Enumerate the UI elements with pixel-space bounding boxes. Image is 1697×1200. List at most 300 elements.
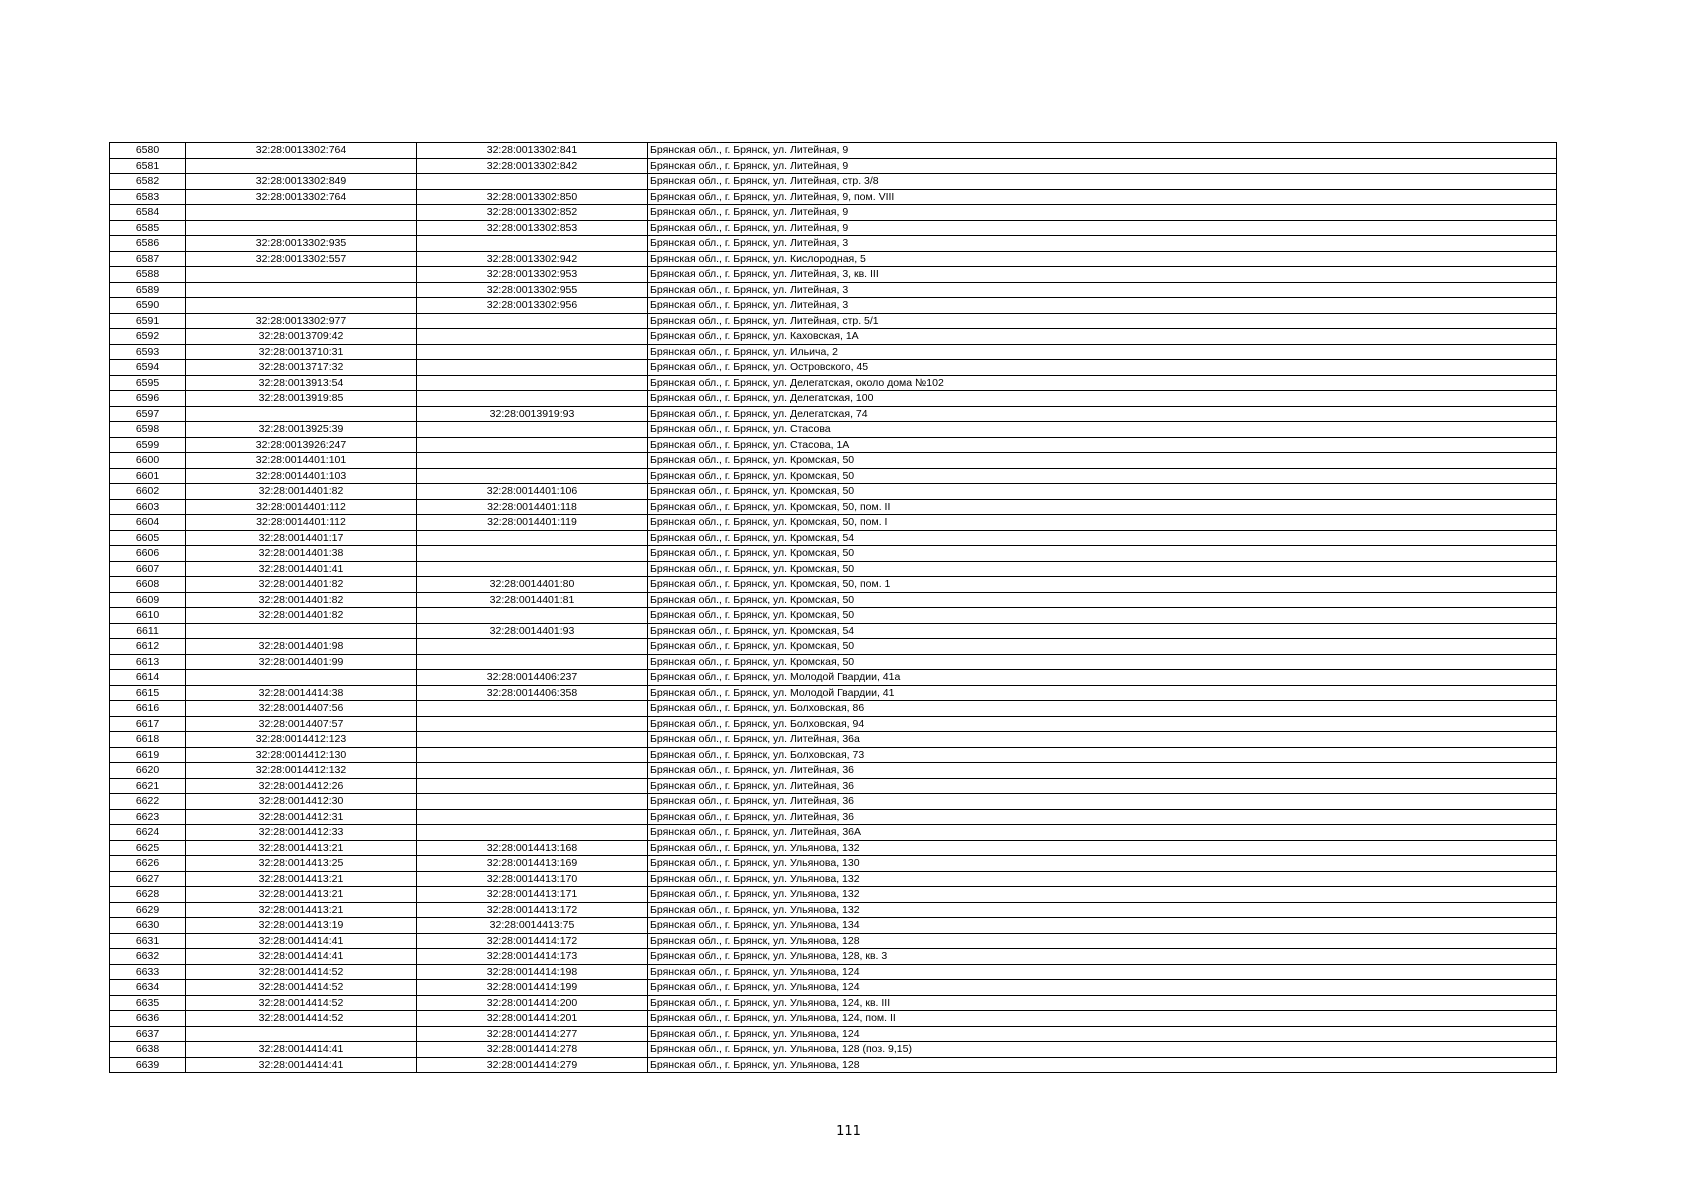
row-number-cell: 6604: [110, 515, 186, 531]
address-cell: Брянская обл., г. Брянск, ул. Литейная, 36: [648, 763, 1557, 779]
table-row: [110, 747, 1557, 763]
cadastral-number-cell: 32:28:0014407:56: [186, 701, 417, 717]
object-cadastral-number-cell: [417, 468, 648, 484]
object-cadastral-number-cell: 32:28:0013302:842: [417, 158, 648, 174]
address-cell: Брянская обл., г. Брянск, ул. Стасова: [648, 422, 1557, 438]
address-cell: Брянская обл., г. Брянск, ул. Кромская, 50: [648, 608, 1557, 624]
table-row: [110, 189, 1557, 205]
object-cadastral-number-cell: 32:28:0014406:358: [417, 685, 648, 701]
address-cell: Брянская обл., г. Брянск, ул. Ульянова, 124: [648, 1026, 1557, 1042]
cadastral-number-cell: 32:28:0014413:21: [186, 871, 417, 887]
address-cell: Брянская обл., г. Брянск, ул. Кромская, 50: [648, 484, 1557, 500]
object-cadastral-number-cell: 32:28:0013302:955: [417, 282, 648, 298]
address-cell: Брянская обл., г. Брянск, ул. Литейная, 9: [648, 143, 1557, 159]
object-cadastral-number-cell: [417, 763, 648, 779]
table-row: [110, 344, 1557, 360]
table-row: [110, 592, 1557, 608]
object-cadastral-number-cell: 32:28:0014414:173: [417, 949, 648, 965]
object-cadastral-number-cell: 32:28:0014414:278: [417, 1042, 648, 1058]
cadastral-number-cell: 32:28:0014401:38: [186, 546, 417, 562]
cadastral-number-cell: 32:28:0013302:977: [186, 313, 417, 329]
table-row: [110, 685, 1557, 701]
cadastral-number-cell: 32:28:0014412:30: [186, 794, 417, 810]
table-row: [110, 809, 1557, 825]
address-cell: Брянская обл., г. Брянск, ул. Ульянова, 134: [648, 918, 1557, 934]
table-row: [110, 313, 1557, 329]
cadastral-number-cell: 32:28:0013302:764: [186, 189, 417, 205]
address-cell: Брянская обл., г. Брянск, ул. Литейная, 36: [648, 809, 1557, 825]
row-number-cell: 6597: [110, 406, 186, 422]
table-row: [110, 437, 1557, 453]
address-cell: Брянская обл., г. Брянск, ул. Кромская, 50, пом. I: [648, 515, 1557, 531]
address-cell: Брянская обл., г. Брянск, ул. Кромская, 50: [648, 453, 1557, 469]
cadastral-number-cell: 32:28:0013302:935: [186, 236, 417, 252]
cadastral-number-cell: 32:28:0014401:41: [186, 561, 417, 577]
row-number-cell: 6629: [110, 902, 186, 918]
row-number-cell: 6586: [110, 236, 186, 252]
cadastral-number-cell: 32:28:0014401:112: [186, 499, 417, 515]
row-number-cell: 6614: [110, 670, 186, 686]
object-cadastral-number-cell: [417, 608, 648, 624]
address-cell: Брянская обл., г. Брянск, ул. Болховская, 86: [648, 701, 1557, 717]
cadastral-number-cell: 32:28:0013913:54: [186, 375, 417, 391]
table-row: [110, 1057, 1557, 1073]
object-cadastral-number-cell: [417, 732, 648, 748]
address-cell: Брянская обл., г. Брянск, ул. Кромская, 50: [648, 654, 1557, 670]
address-cell: Брянская обл., г. Брянск, ул. Ульянова, 128: [648, 933, 1557, 949]
cadastral-number-cell: [186, 158, 417, 174]
table-row: [110, 825, 1557, 841]
address-cell: Брянская обл., г. Брянск, ул. Литейная, 9: [648, 220, 1557, 236]
address-cell: Брянская обл., г. Брянск, ул. Литейная, стр. 5/1: [648, 313, 1557, 329]
object-cadastral-number-cell: 32:28:0013302:841: [417, 143, 648, 159]
object-cadastral-number-cell: [417, 344, 648, 360]
address-cell: Брянская обл., г. Брянск, ул. Кромская, 50: [648, 639, 1557, 655]
address-cell: Брянская обл., г. Брянск, ул. Литейная, 9, пом. VIII: [648, 189, 1557, 205]
row-number-cell: 6627: [110, 871, 186, 887]
cadastral-number-cell: 32:28:0014401:82: [186, 484, 417, 500]
cadastral-number-cell: [186, 282, 417, 298]
cadastral-number-cell: [186, 220, 417, 236]
table-row: [110, 422, 1557, 438]
cadastral-number-cell: 32:28:0014412:26: [186, 778, 417, 794]
address-cell: Брянская обл., г. Брянск, ул. Каховская, 1А: [648, 329, 1557, 345]
table-row: [110, 918, 1557, 934]
address-cell: Брянская обл., г. Брянск, ул. Ульянова, 130: [648, 856, 1557, 872]
object-cadastral-number-cell: [417, 329, 648, 345]
row-number-cell: 6636: [110, 1011, 186, 1027]
row-number-cell: 6616: [110, 701, 186, 717]
address-cell: Брянская обл., г. Брянск, ул. Болховская, 94: [648, 716, 1557, 732]
table-row: [110, 391, 1557, 407]
row-number-cell: 6583: [110, 189, 186, 205]
address-cell: Брянская обл., г. Брянск, ул. Ульянова, 124: [648, 980, 1557, 996]
row-number-cell: 6625: [110, 840, 186, 856]
cadastral-number-cell: 32:28:0014413:21: [186, 887, 417, 903]
cadastral-number-cell: 32:28:0014412:130: [186, 747, 417, 763]
row-number-cell: 6600: [110, 453, 186, 469]
cadastral-number-cell: [186, 267, 417, 283]
address-cell: Брянская обл., г. Брянск, ул. Молодой Гвардии, 41а: [648, 670, 1557, 686]
address-cell: Брянская обл., г. Брянск, ул. Островского, 45: [648, 360, 1557, 376]
table-row: [110, 654, 1557, 670]
table-row: [110, 701, 1557, 717]
row-number-cell: 6635: [110, 995, 186, 1011]
cadastral-number-cell: 32:28:0014401:101: [186, 453, 417, 469]
table-row: [110, 623, 1557, 639]
cadastral-number-cell: [186, 298, 417, 314]
row-number-cell: 6592: [110, 329, 186, 345]
row-number-cell: 6620: [110, 763, 186, 779]
cadastral-number-cell: 32:28:0014413:21: [186, 840, 417, 856]
cadastral-number-cell: [186, 1026, 417, 1042]
address-cell: Брянская обл., г. Брянск, ул. Кромская, 50, пом. II: [648, 499, 1557, 515]
row-number-cell: 6591: [110, 313, 186, 329]
table-row: [110, 205, 1557, 221]
table-row: [110, 220, 1557, 236]
table-row: [110, 778, 1557, 794]
row-number-cell: 6584: [110, 205, 186, 221]
row-number-cell: 6580: [110, 143, 186, 159]
table-row: [110, 933, 1557, 949]
address-cell: Брянская обл., г. Брянск, ул. Ульянова, 128 (поз. 9,15): [648, 1042, 1557, 1058]
table-row: [110, 143, 1557, 159]
table-row: [110, 236, 1557, 252]
address-cell: Брянская обл., г. Брянск, ул. Кромская, 50, пом. 1: [648, 577, 1557, 593]
object-cadastral-number-cell: 32:28:0014414:277: [417, 1026, 648, 1042]
row-number-cell: 6615: [110, 685, 186, 701]
cadastral-number-cell: 32:28:0014414:41: [186, 1057, 417, 1073]
row-number-cell: 6608: [110, 577, 186, 593]
cadastral-number-cell: 32:28:0014401:82: [186, 592, 417, 608]
row-number-cell: 6611: [110, 623, 186, 639]
row-number-cell: 6602: [110, 484, 186, 500]
row-number-cell: 6588: [110, 267, 186, 283]
object-cadastral-number-cell: 32:28:0014414:199: [417, 980, 648, 996]
table-row: [110, 995, 1557, 1011]
cadastral-number-cell: 32:28:0014414:52: [186, 995, 417, 1011]
address-cell: Брянская обл., г. Брянск, ул. Делегатская, 100: [648, 391, 1557, 407]
row-number-cell: 6634: [110, 980, 186, 996]
object-cadastral-number-cell: [417, 716, 648, 732]
cadastral-number-cell: 32:28:0014414:41: [186, 949, 417, 965]
address-cell: Брянская обл., г. Брянск, ул. Ильича, 2: [648, 344, 1557, 360]
row-number-cell: 6590: [110, 298, 186, 314]
object-cadastral-number-cell: 32:28:0013302:852: [417, 205, 648, 221]
table-row: [110, 561, 1557, 577]
row-number-cell: 6618: [110, 732, 186, 748]
row-number-cell: 6632: [110, 949, 186, 965]
object-cadastral-number-cell: 32:28:0014401:118: [417, 499, 648, 515]
object-cadastral-number-cell: [417, 313, 648, 329]
row-number-cell: 6601: [110, 468, 186, 484]
cadastral-number-cell: 32:28:0014401:99: [186, 654, 417, 670]
cadastral-number-cell: 32:28:0014401:103: [186, 468, 417, 484]
object-cadastral-number-cell: [417, 546, 648, 562]
address-cell: Брянская обл., г. Брянск, ул. Литейная, 36: [648, 778, 1557, 794]
table-row: [110, 732, 1557, 748]
cadastral-number-cell: 32:28:0014401:112: [186, 515, 417, 531]
object-cadastral-number-cell: 32:28:0014413:170: [417, 871, 648, 887]
table-row: [110, 887, 1557, 903]
address-cell: Брянская обл., г. Брянск, ул. Ульянова, 132: [648, 871, 1557, 887]
object-cadastral-number-cell: 32:28:0014413:75: [417, 918, 648, 934]
cadastral-number-cell: 32:28:0014401:17: [186, 530, 417, 546]
table-row: [110, 902, 1557, 918]
address-cell: Брянская обл., г. Брянск, ул. Ульянова, 132: [648, 902, 1557, 918]
cadastral-number-cell: 32:28:0013710:31: [186, 344, 417, 360]
table-row: [110, 329, 1557, 345]
cadastral-number-cell: 32:28:0013926:247: [186, 437, 417, 453]
address-cell: Брянская обл., г. Брянск, ул. Литейная, 9: [648, 158, 1557, 174]
object-cadastral-number-cell: 32:28:0013302:953: [417, 267, 648, 283]
address-cell: Брянская обл., г. Брянск, ул. Кислородная, 5: [648, 251, 1557, 267]
table-row: [110, 856, 1557, 872]
row-number-cell: 6606: [110, 546, 186, 562]
cadastral-number-cell: 32:28:0014401:82: [186, 577, 417, 593]
cadastral-number-cell: 32:28:0014414:52: [186, 980, 417, 996]
address-cell: Брянская обл., г. Брянск, ул. Кромская, 54: [648, 623, 1557, 639]
object-cadastral-number-cell: [417, 453, 648, 469]
address-cell: Брянская обл., г. Брянск, ул. Делегатская, около дома №102: [648, 375, 1557, 391]
address-cell: Брянская обл., г. Брянск, ул. Ульянова, 124: [648, 964, 1557, 980]
cadastral-number-cell: 32:28:0014414:38: [186, 685, 417, 701]
address-cell: Брянская обл., г. Брянск, ул. Ульянова, 128: [648, 1057, 1557, 1073]
table-row: [110, 871, 1557, 887]
address-cell: Брянская обл., г. Брянск, ул. Ульянова, 124, пом. II: [648, 1011, 1557, 1027]
table-row: [110, 174, 1557, 190]
table-row: [110, 530, 1557, 546]
object-cadastral-number-cell: [417, 437, 648, 453]
cadastral-number-cell: 32:28:0014413:21: [186, 902, 417, 918]
table-row: [110, 515, 1557, 531]
row-number-cell: 6631: [110, 933, 186, 949]
row-number-cell: 6623: [110, 809, 186, 825]
object-cadastral-number-cell: [417, 375, 648, 391]
table-row: [110, 375, 1557, 391]
address-cell: Брянская обл., г. Брянск, ул. Молодой Гвардии, 41: [648, 685, 1557, 701]
row-number-cell: 6599: [110, 437, 186, 453]
row-number-cell: 6581: [110, 158, 186, 174]
object-cadastral-number-cell: [417, 701, 648, 717]
row-number-cell: 6595: [110, 375, 186, 391]
cadastral-number-cell: 32:28:0014407:57: [186, 716, 417, 732]
object-cadastral-number-cell: 32:28:0014401:81: [417, 592, 648, 608]
row-number-cell: 6613: [110, 654, 186, 670]
row-number-cell: 6624: [110, 825, 186, 841]
table-row: [110, 298, 1557, 314]
address-cell: Брянская обл., г. Брянск, ул. Болховская, 73: [648, 747, 1557, 763]
object-cadastral-number-cell: [417, 422, 648, 438]
table-row: [110, 1026, 1557, 1042]
cadastral-number-cell: 32:28:0014414:52: [186, 1011, 417, 1027]
table-row: [110, 267, 1557, 283]
object-cadastral-number-cell: [417, 809, 648, 825]
table-row: [110, 251, 1557, 267]
object-cadastral-number-cell: [417, 561, 648, 577]
object-cadastral-number-cell: 32:28:0013302:956: [417, 298, 648, 314]
object-cadastral-number-cell: [417, 530, 648, 546]
cadastral-number-cell: 32:28:0014412:132: [186, 763, 417, 779]
object-cadastral-number-cell: 32:28:0014406:237: [417, 670, 648, 686]
cadastral-number-cell: [186, 406, 417, 422]
address-cell: Брянская обл., г. Брянск, ул. Кромская, 50: [648, 561, 1557, 577]
object-cadastral-number-cell: [417, 639, 648, 655]
cadastral-number-cell: 32:28:0014401:82: [186, 608, 417, 624]
cadastral-number-cell: 32:28:0014401:98: [186, 639, 417, 655]
object-cadastral-number-cell: 32:28:0014401:119: [417, 515, 648, 531]
table-row: [110, 453, 1557, 469]
table-row: [110, 468, 1557, 484]
table-row: [110, 716, 1557, 732]
table-row: [110, 639, 1557, 655]
object-cadastral-number-cell: [417, 825, 648, 841]
table-row: [110, 546, 1557, 562]
cadastral-number-cell: [186, 670, 417, 686]
object-cadastral-number-cell: 32:28:0013302:850: [417, 189, 648, 205]
row-number-cell: 6582: [110, 174, 186, 190]
registry-table-body: [110, 143, 1557, 1073]
cadastral-number-cell: 32:28:0013717:32: [186, 360, 417, 376]
table-row: [110, 1042, 1557, 1058]
cadastral-number-cell: 32:28:0013709:42: [186, 329, 417, 345]
address-cell: Брянская обл., г. Брянск, ул. Литейная, 9: [648, 205, 1557, 221]
cadastral-number-cell: 32:28:0014412:31: [186, 809, 417, 825]
row-number-cell: 6617: [110, 716, 186, 732]
object-cadastral-number-cell: [417, 391, 648, 407]
object-cadastral-number-cell: 32:28:0014414:198: [417, 964, 648, 980]
table-row: [110, 158, 1557, 174]
row-number-cell: 6612: [110, 639, 186, 655]
object-cadastral-number-cell: [417, 174, 648, 190]
row-number-cell: 6639: [110, 1057, 186, 1073]
page-number: 111: [836, 1124, 861, 1139]
table-row: [110, 577, 1557, 593]
table-row: [110, 949, 1557, 965]
object-cadastral-number-cell: [417, 747, 648, 763]
cadastral-number-cell: 32:28:0014412:123: [186, 732, 417, 748]
cadastral-number-cell: 32:28:0013302:557: [186, 251, 417, 267]
cadastral-number-cell: 32:28:0014414:41: [186, 933, 417, 949]
row-number-cell: 6605: [110, 530, 186, 546]
cadastral-number-cell: [186, 623, 417, 639]
address-cell: Брянская обл., г. Брянск, ул. Литейная, 3, кв. III: [648, 267, 1557, 283]
address-cell: Брянская обл., г. Брянск, ул. Ульянова, 124, кв. III: [648, 995, 1557, 1011]
address-cell: Брянская обл., г. Брянск, ул. Кромская, 50: [648, 546, 1557, 562]
address-cell: Брянская обл., г. Брянск, ул. Кромская, 54: [648, 530, 1557, 546]
cadastral-number-cell: 32:28:0014413:25: [186, 856, 417, 872]
table-row: [110, 964, 1557, 980]
address-cell: Брянская обл., г. Брянск, ул. Литейная, 3: [648, 236, 1557, 252]
address-cell: Брянская обл., г. Брянск, ул. Делегатская, 74: [648, 406, 1557, 422]
row-number-cell: 6610: [110, 608, 186, 624]
object-cadastral-number-cell: 32:28:0014413:172: [417, 902, 648, 918]
cadastral-number-cell: 32:28:0013919:85: [186, 391, 417, 407]
cadastral-number-cell: 32:28:0013925:39: [186, 422, 417, 438]
table-row: [110, 282, 1557, 298]
row-number-cell: 6637: [110, 1026, 186, 1042]
object-cadastral-number-cell: 32:28:0014414:201: [417, 1011, 648, 1027]
address-cell: Брянская обл., г. Брянск, ул. Ульянова, 132: [648, 887, 1557, 903]
table-row: [110, 840, 1557, 856]
object-cadastral-number-cell: [417, 794, 648, 810]
object-cadastral-number-cell: [417, 778, 648, 794]
row-number-cell: 6593: [110, 344, 186, 360]
table-row: [110, 484, 1557, 500]
row-number-cell: 6630: [110, 918, 186, 934]
address-cell: Брянская обл., г. Брянск, ул. Литейная, 3: [648, 298, 1557, 314]
object-cadastral-number-cell: 32:28:0014401:80: [417, 577, 648, 593]
object-cadastral-number-cell: 32:28:0014401:93: [417, 623, 648, 639]
address-cell: Брянская обл., г. Брянск, ул. Литейная, стр. 3/8: [648, 174, 1557, 190]
address-cell: Брянская обл., г. Брянск, ул. Стасова, 1А: [648, 437, 1557, 453]
object-cadastral-number-cell: [417, 236, 648, 252]
row-number-cell: 6603: [110, 499, 186, 515]
table-row: [110, 608, 1557, 624]
row-number-cell: 6609: [110, 592, 186, 608]
object-cadastral-number-cell: 32:28:0013302:853: [417, 220, 648, 236]
table-row: [110, 763, 1557, 779]
table-row: [110, 1011, 1557, 1027]
cadastral-number-cell: 32:28:0013302:764: [186, 143, 417, 159]
row-number-cell: 6596: [110, 391, 186, 407]
object-cadastral-number-cell: 32:28:0014414:200: [417, 995, 648, 1011]
cadastral-number-cell: 32:28:0014414:52: [186, 964, 417, 980]
object-cadastral-number-cell: 32:28:0014413:168: [417, 840, 648, 856]
row-number-cell: 6589: [110, 282, 186, 298]
table-row: [110, 499, 1557, 515]
row-number-cell: 6607: [110, 561, 186, 577]
row-number-cell: 6594: [110, 360, 186, 376]
address-cell: Брянская обл., г. Брянск, ул. Кромская, 50: [648, 592, 1557, 608]
address-cell: Брянская обл., г. Брянск, ул. Ульянова, 132: [648, 840, 1557, 856]
row-number-cell: 6628: [110, 887, 186, 903]
object-cadastral-number-cell: [417, 654, 648, 670]
cadastral-number-cell: 32:28:0013302:849: [186, 174, 417, 190]
address-cell: Брянская обл., г. Брянск, ул. Литейная, 36А: [648, 825, 1557, 841]
cadastral-number-cell: 32:28:0014414:41: [186, 1042, 417, 1058]
address-cell: Брянская обл., г. Брянск, ул. Литейная, 36: [648, 794, 1557, 810]
cadastral-number-cell: 32:28:0014413:19: [186, 918, 417, 934]
row-number-cell: 6633: [110, 964, 186, 980]
row-number-cell: 6622: [110, 794, 186, 810]
row-number-cell: 6638: [110, 1042, 186, 1058]
address-cell: Брянская обл., г. Брянск, ул. Литейная, 36а: [648, 732, 1557, 748]
row-number-cell: 6619: [110, 747, 186, 763]
object-cadastral-number-cell: [417, 360, 648, 376]
table-row: [110, 794, 1557, 810]
object-cadastral-number-cell: 32:28:0014401:106: [417, 484, 648, 500]
row-number-cell: 6621: [110, 778, 186, 794]
object-cadastral-number-cell: 32:28:0014414:279: [417, 1057, 648, 1073]
table-row: [110, 406, 1557, 422]
table-row: [110, 980, 1557, 996]
object-cadastral-number-cell: 32:28:0014413:169: [417, 856, 648, 872]
object-cadastral-number-cell: 32:28:0014414:172: [417, 933, 648, 949]
registry-table: [109, 142, 1557, 1073]
address-cell: Брянская обл., г. Брянск, ул. Ульянова, 128, кв. 3: [648, 949, 1557, 965]
cadastral-number-cell: 32:28:0014412:33: [186, 825, 417, 841]
table-row: [110, 670, 1557, 686]
table-row: [110, 360, 1557, 376]
address-cell: Брянская обл., г. Брянск, ул. Кромская, 50: [648, 468, 1557, 484]
object-cadastral-number-cell: 32:28:0013919:93: [417, 406, 648, 422]
object-cadastral-number-cell: 32:28:0013302:942: [417, 251, 648, 267]
row-number-cell: 6585: [110, 220, 186, 236]
row-number-cell: 6587: [110, 251, 186, 267]
address-cell: Брянская обл., г. Брянск, ул. Литейная, 3: [648, 282, 1557, 298]
row-number-cell: 6626: [110, 856, 186, 872]
